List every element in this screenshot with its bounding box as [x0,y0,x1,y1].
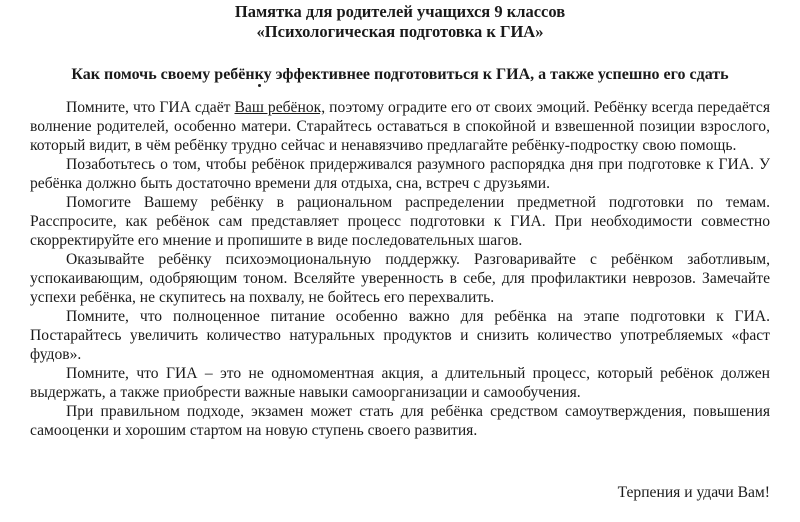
paragraph-1-underlined: Ваш ребёнок, [234,99,326,116]
document-body [30,98,770,440]
scan-dot [258,84,261,87]
paragraph-3: Помогите Вашему ребёнку в рациональном распределении предметной подготовки по темам. Расспросите, как ребёнок сам представляет процесс подготовки к ГИА. При необходимости совместно скорректируйте его мнение и пропишите в виде последовательных шагов. [30,194,770,249]
signoff: Терпения и удачи Вам! [617,484,770,501]
paragraph-2: Позаботьтесь о том, чтобы ребёнок придерживался разумного распорядка дня при подготовке к ГИА. У ребёнка должно быть достаточно времени для отдыха, сна, встреч с друзьями. [30,156,770,192]
paragraph-1-before: Помните, что ГИА сдаёт [66,99,235,116]
paragraph-4: Оказывайте ребёнку психоэмоциональную поддержку. Разговаривайте с ребёнком заботливым, успокаивающим, одобряющим тоном. Вселяйте уверенность в себе, для профилактики неврозов. Замечайте успехи ребёнка, не скупитесь на похвалу, не бойтесь его перехвалить. [30,251,770,306]
document-title-line1: Памятка для родителей учащихся 9 классов [234,2,566,21]
paragraph-5: Помните, что полноценное питание особенно важно для ребёнка на этапе подготовки к ГИА. Постарайтесь увеличить количество натуральных продуктов и снизить количество употребляемых «фаст фудов». [30,308,770,363]
document-subtitle: Как помочь своему ребёнку эффективнее подготовиться к ГИА, а также успешно его сдать [71,66,729,83]
paragraph-1-after: поэтому оградите его от своих эмоций. Ребёнку всегда передаётся волнение родителей, особенно матери. Старайтесь оставаться в спокойной и взвешенной позиции взрослого, который видит, в чём ребёнку трудно сейчас и ненавязчиво предлагайте ребёнку-подростку свою помощь. [30,99,770,154]
paragraph-6: Помните, что ГИА – это не одномоментная акция, а длительный процесс, который ребёнок должен выдержать, а также приобрести важные навыки самоорганизации и самообучения. [30,365,770,401]
paragraph-7: При правильном подходе, экзамен может стать для ребёнка средством самоутверждения, повышения самооценки и хорошим стартом на новую ступень своего развития. [30,403,770,439]
paragraph-1 [30,98,770,155]
document-title-line2: «Психологическая подготовка к ГИА» [256,22,544,41]
